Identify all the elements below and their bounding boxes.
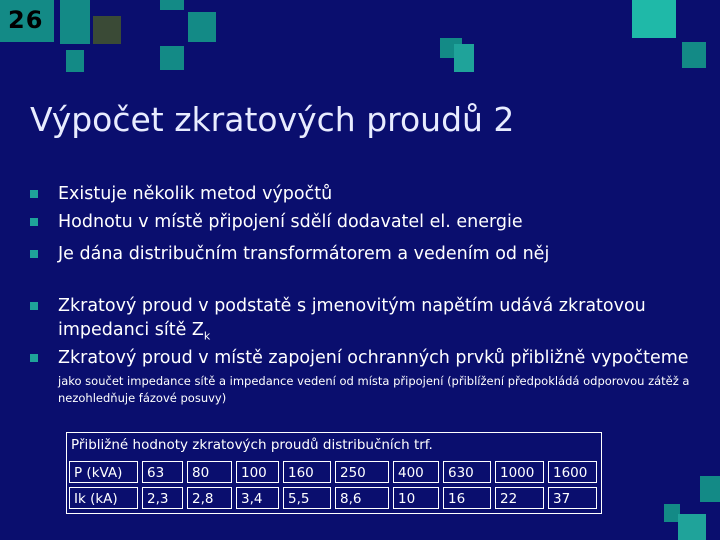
table-cell: 250 xyxy=(335,461,389,483)
table-cell: 5,5 xyxy=(283,487,331,509)
table-cell: 63 xyxy=(142,461,183,483)
deco-square xyxy=(66,50,84,72)
table-cell: 8,6 xyxy=(335,487,389,509)
table-cell: 400 xyxy=(393,461,439,483)
deco-square xyxy=(60,0,90,44)
bullet-continuation: impedanci sítě Z xyxy=(58,320,204,340)
bullet-text: Hodnotu v místě připojení sdělí dodavatel el. energie xyxy=(58,212,523,232)
deco-square xyxy=(700,476,720,502)
table-cell: 22 xyxy=(495,487,544,509)
transformer-table xyxy=(66,432,602,514)
bullet-marker xyxy=(30,354,38,362)
table-cell: 16 xyxy=(443,487,491,509)
bullet-text: Existuje několik metod výpočtů xyxy=(58,184,333,204)
bullet-marker xyxy=(30,302,38,310)
bullet-text: Je dána distribučním transformátorem a vedením od něj xyxy=(58,244,550,264)
table-cell: 160 xyxy=(283,461,331,483)
deco-square xyxy=(160,0,184,10)
bullet-subscript: k xyxy=(203,329,211,343)
table-cell: 2,3 xyxy=(142,487,183,509)
table-cell: 1600 xyxy=(548,461,597,483)
deco-square xyxy=(454,44,474,72)
bullet-marker xyxy=(30,218,38,226)
table-cell: 100 xyxy=(236,461,279,483)
deco-square xyxy=(188,12,216,42)
table-cell: 10 xyxy=(393,487,439,509)
slide-number: 26 xyxy=(8,6,44,34)
table-cell: 37 xyxy=(548,487,597,509)
slide-title: Výpočet zkratových proudů 2 xyxy=(30,100,515,139)
table-cell: 3,4 xyxy=(236,487,279,509)
slide-number-box xyxy=(0,0,54,42)
table-row-header: P (kVA) xyxy=(69,461,138,483)
table-cell: 2,8 xyxy=(187,487,232,509)
table-cell: 80 xyxy=(187,461,232,483)
deco-square xyxy=(682,42,706,68)
deco-square xyxy=(632,0,676,38)
table-cell: 1000 xyxy=(495,461,544,483)
table-cell: 630 xyxy=(443,461,491,483)
table-row-header: Ik (kA) xyxy=(69,487,138,509)
note-text: jako součet impedance sítě a impedance vedení od místa připojení (přiblížení předpokládá odporovou zátěž a nezohledňuje fázové posuvy) xyxy=(58,374,690,405)
bullet-text: Zkratový proud v podstatě s jmenovitým napětím udává zkratovou xyxy=(58,296,646,316)
bullet-text-continuation xyxy=(58,318,210,349)
bullet-marker xyxy=(30,250,38,258)
deco-square xyxy=(93,16,121,44)
bullet-text: Zkratový proud v místě zapojení ochranných prvků přibližně vypočteme xyxy=(58,348,689,368)
bullet-marker xyxy=(30,190,38,198)
deco-square xyxy=(678,514,706,540)
table-caption: Přibližné hodnoty zkratových proudů distribučních trf. xyxy=(71,437,433,453)
deco-square xyxy=(160,46,184,70)
